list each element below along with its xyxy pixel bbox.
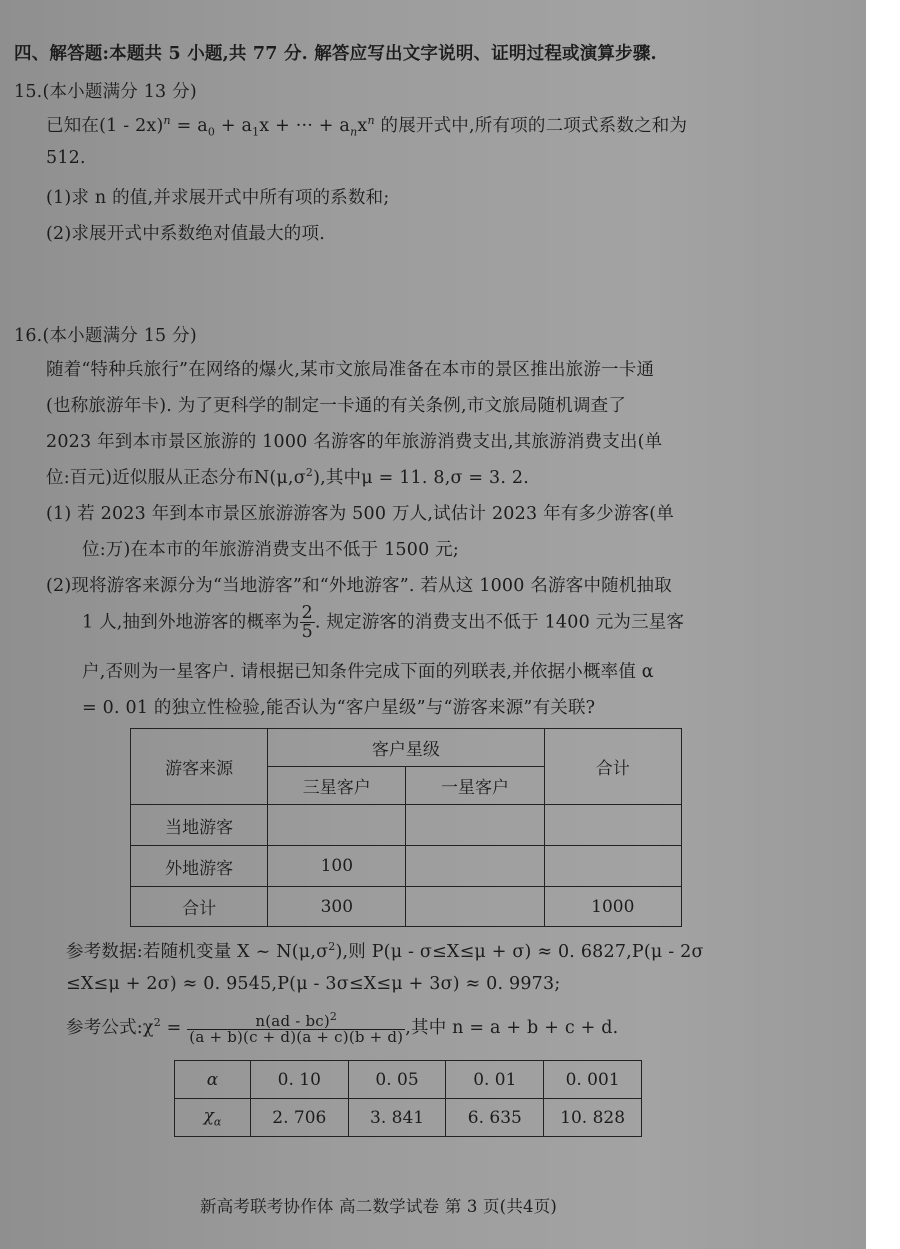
cell-local-total (544, 805, 681, 846)
q16-line1: 随着“特种兵旅行”在网络的爆火,某市文旅局准备在本市的景区推出旅游一卡通 (46, 360, 655, 380)
table-row (175, 1099, 642, 1137)
row-label-total: 合计 (131, 887, 268, 927)
fraction-numerator: 2 (301, 603, 313, 623)
col-header-three-star: 三星客户 (268, 767, 406, 805)
q15-stem-d: x + ··· + a (259, 116, 351, 136)
page-footer: 新高考联考协作体 高二数学试卷 第 3 页(共4页) (200, 1197, 558, 1216)
section-heading: 四、解答题:本题共 5 小题,共 77 分. 解答应写出文字说明、证明过程或演算步骤. (14, 44, 657, 64)
q16-part2-line3: 户,否则为一星客户. 请根据已知条件完成下面的列联表,并依据小概率值 α (82, 662, 654, 682)
q15-stem-cont: 512. (46, 148, 86, 168)
q15-stem-b: = a (170, 116, 208, 136)
chi-square-fraction (187, 1011, 405, 1047)
chi-row-label (175, 1099, 251, 1137)
row-label-local: 当地游客 (131, 805, 268, 846)
q15-sub-0: 0 (207, 125, 216, 139)
reference-data-line2: ≤X≤μ + 2σ) ≈ 0. 9545,P(μ - 3σ≤X≤μ + 3σ) ≈ 0. 9973; (66, 974, 561, 994)
q15-sub-n: n (350, 125, 358, 139)
reference-data-1a: 参考数据:若随机变量 X ~ N(μ,σ (66, 942, 329, 962)
cell-total-one (406, 887, 544, 927)
q15-number: 15. (14, 82, 43, 102)
table-row (131, 887, 682, 927)
cell-total-total: 1000 (544, 887, 681, 927)
table-row (131, 846, 682, 887)
chi-subscript-alpha: α (213, 1115, 222, 1129)
col-header-total: 合计 (544, 729, 681, 805)
q15-stem-a: 已知在(1 - 2x) (46, 116, 164, 136)
reference-formula (66, 1004, 618, 1047)
cell-nonlocal-total (544, 846, 681, 887)
alpha-value-2: 0. 05 (348, 1061, 446, 1099)
cell-local-one (406, 805, 544, 846)
q15-stem-e: x (357, 116, 368, 136)
q15-sup-n: n (163, 114, 171, 128)
alpha-row-label: α (175, 1061, 251, 1099)
formula-label: 参考公式:χ (66, 1017, 154, 1038)
q15-sub-1: 1 (252, 125, 260, 139)
alpha-value-3: 0. 01 (446, 1061, 544, 1099)
q16-line2: (也称旅游年卡). 为了更科学的制定一卡通的有关条例,市文旅局随机调查了 (46, 396, 627, 416)
col-header-one-star: 一星客户 (406, 767, 544, 805)
q16-part2-line4: = 0. 01 的独立性检验,能否认为“客户星级”与“游客来源”有关联? (82, 698, 596, 718)
q16-part2-line2 (82, 604, 684, 642)
formula-eq: = (160, 1017, 188, 1038)
q15-sup-n-2: n (367, 114, 375, 128)
q16-part2-line2b: . 规定游客的消费支出不低于 1400 元为三星客 (314, 612, 685, 633)
chi-value-3: 6. 635 (446, 1099, 544, 1137)
fraction-denominator: 5 (301, 622, 313, 643)
q15-part1: (1)求 n 的值,并求展开式中所有项的系数和; (46, 188, 390, 208)
row-label-nonlocal: 外地游客 (131, 846, 268, 887)
q15-stem-c: + a (215, 116, 253, 136)
chi-value-4: 10. 828 (544, 1099, 642, 1137)
q15-part2: (2)求展开式中系数绝对值最大的项. (46, 224, 325, 244)
q16-part1-line2: 位:万)在本市的年旅游消费支出不低于 1500 元; (82, 540, 459, 560)
cell-nonlocal-three: 100 (268, 846, 406, 887)
q16-header (14, 322, 197, 347)
q15-header (14, 78, 197, 103)
chi-symbol: χ (203, 1106, 214, 1127)
col-header-source: 游客来源 (131, 729, 268, 805)
reference-data-line1 (66, 938, 704, 963)
table-row (131, 805, 682, 846)
contingency-table (130, 728, 682, 927)
alpha-value-1: 0. 10 (250, 1061, 348, 1099)
col-header-level: 客户星级 (268, 729, 544, 767)
q16-part2-line2a: 1 人,抽到外地游客的概率为 (82, 612, 300, 633)
q15-stem-f: 的展开式中,所有项的二项式系数之和为 (374, 116, 688, 136)
q16-line3: 2023 年到本市景区旅游的 1000 名游客的年旅游消费支出,其旅游消费支出(单 (46, 432, 663, 452)
reference-data-1b: ),则 P(μ - σ≤X≤μ + σ) ≈ 0. 6827,P(μ - 2σ (335, 942, 704, 962)
q15-points: (本小题满分 13 分) (42, 82, 197, 102)
probability-fraction (300, 604, 315, 642)
formula-numerator-text: n(ad - bc) (255, 1011, 330, 1030)
q16-points: (本小题满分 15 分) (42, 326, 197, 346)
q16-part2-line1: (2)现将游客来源分为“当地游客”和“外地游客”. 若从这 1000 名游客中随机抽取 (46, 576, 672, 596)
critical-value-table (174, 1060, 642, 1137)
q16-sup-2: 2 (305, 466, 314, 480)
q16-line4a: 位:百元)近似服从正态分布N(μ,σ (46, 468, 306, 488)
q15-stem (46, 112, 687, 139)
formula-num-sup-2: 2 (329, 1009, 338, 1023)
alpha-value-4: 0. 001 (544, 1061, 642, 1099)
cell-local-three (268, 805, 406, 846)
q16-number: 16. (14, 326, 43, 346)
reference-sup-2: 2 (328, 940, 336, 954)
chi-value-1: 2. 706 (250, 1099, 348, 1137)
table-row (175, 1061, 642, 1099)
chi-value-2: 3. 841 (348, 1099, 446, 1137)
cell-total-three: 300 (268, 887, 406, 927)
formula-denominator: (a + b)(c + d)(a + c)(b + d) (189, 1028, 404, 1047)
formula-tail: ,其中 n = a + b + c + d. (405, 1017, 619, 1038)
q16-line4 (46, 464, 529, 489)
q16-line4b: ),其中μ = 11. 8,σ = 3. 2. (313, 468, 529, 488)
cell-nonlocal-one (406, 846, 544, 887)
q16-part1-line1: (1) 若 2023 年到本市景区旅游游客为 500 万人,试估计 2023 年有多少游客(单 (46, 504, 674, 524)
formula-sup-2: 2 (153, 1016, 161, 1029)
